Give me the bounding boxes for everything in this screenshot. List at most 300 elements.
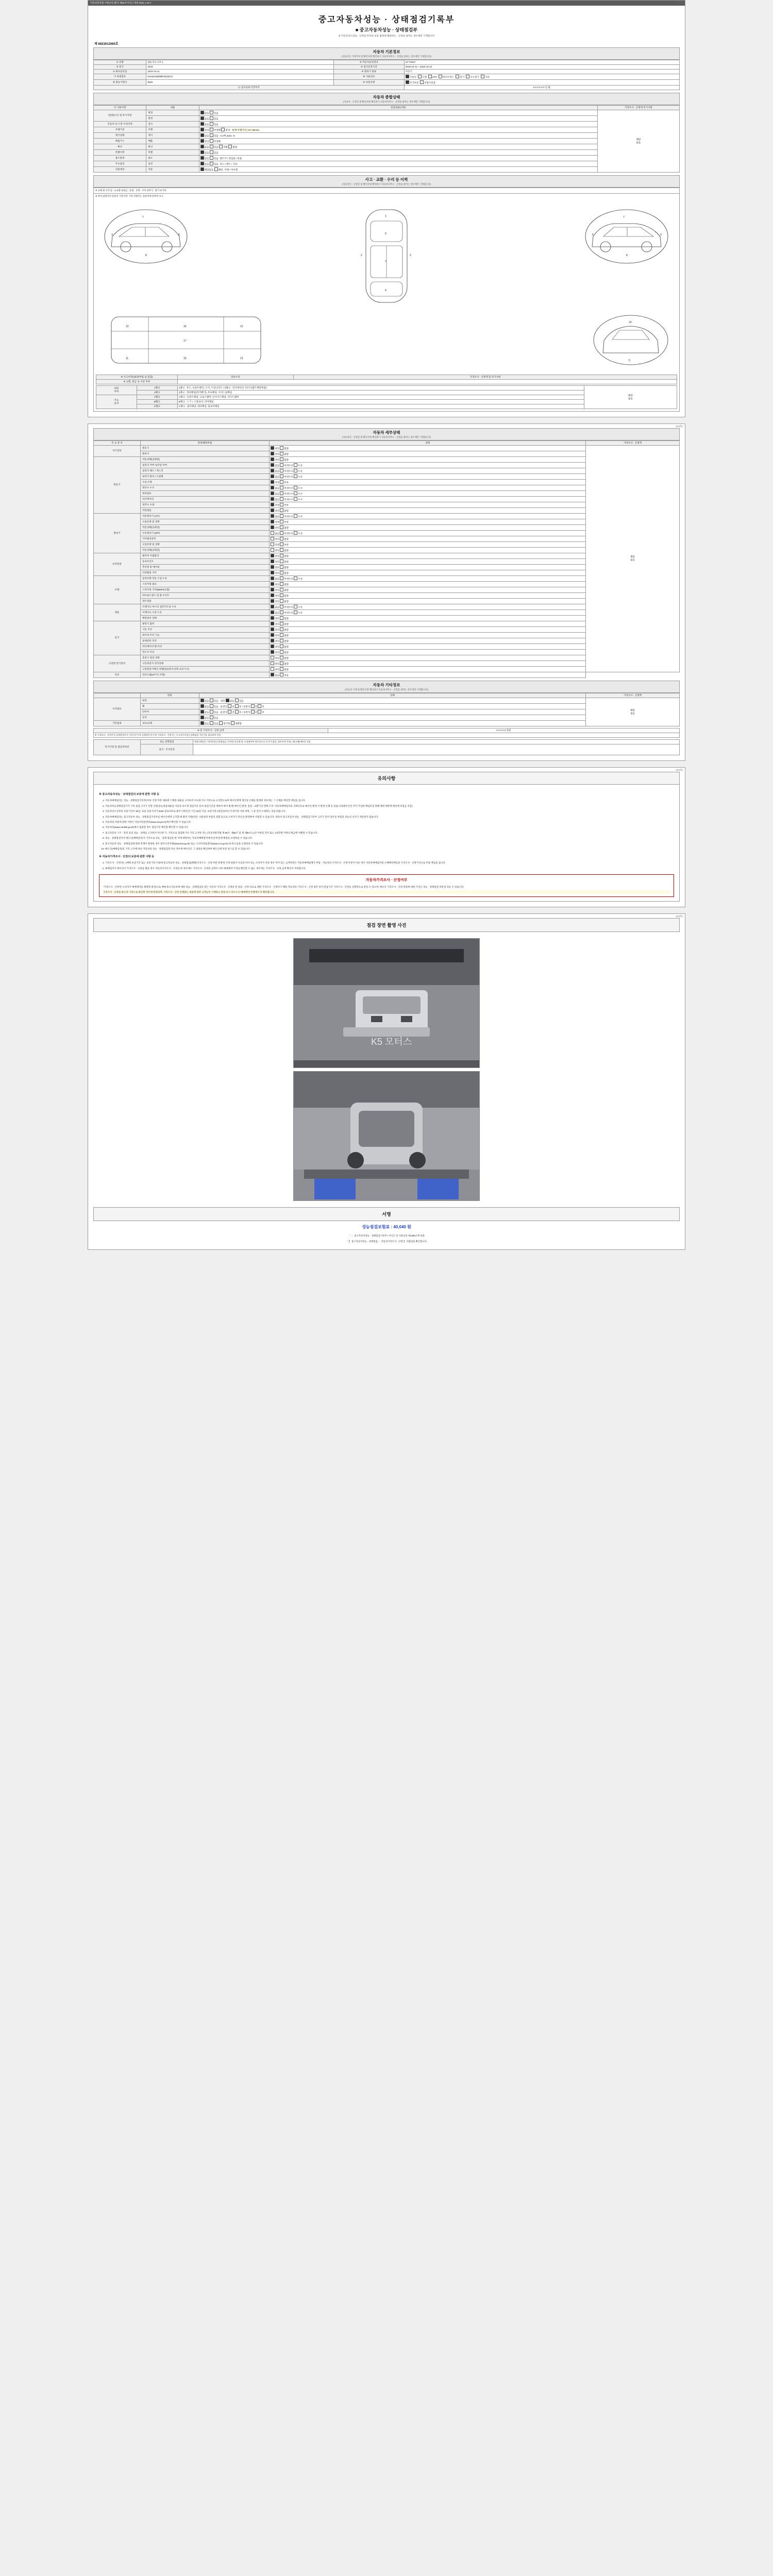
checkbox-icon[interactable] [210, 128, 213, 131]
checkbox-icon[interactable] [271, 656, 274, 659]
label-plate-no: ② 자동차등록번호 [334, 60, 404, 64]
photos-area [93, 932, 680, 1207]
checkbox-icon[interactable] [210, 704, 213, 708]
row-label-mileage: 주행거리 [94, 127, 146, 132]
checkbox-icon[interactable] [271, 474, 274, 478]
checkbox-icon[interactable] [228, 145, 232, 148]
fuel-options [406, 75, 678, 79]
checkbox-icon[interactable] [294, 605, 297, 608]
car-side-view-left [101, 205, 191, 272]
table-row [94, 739, 680, 744]
checkbox-icon[interactable] [271, 673, 274, 676]
table-head-row [94, 440, 680, 445]
checkbox-icon[interactable] [280, 605, 283, 608]
label-fuel: ⑧ 사용연료 [334, 74, 404, 79]
checkbox-icon[interactable] [271, 560, 274, 563]
item-label: 실내송풍 모터 [140, 638, 269, 643]
item-state: 양호 불량 [270, 626, 586, 632]
checkbox-icon[interactable] [271, 486, 274, 489]
section-detail-note: (자동차인 · 산정일 및 확인사항 확인하기 자동차사무소 · 산정을 참여는 경우에만 기재합니다) [342, 435, 431, 438]
item-state: 양호 불량 [270, 632, 586, 638]
item-label: 외장 [140, 698, 199, 703]
checkbox-icon[interactable] [271, 463, 274, 467]
price-note-etc: 해당 없음 [586, 698, 680, 726]
legend-col-3: 가격조사 · 산정액 및 특기사항 [294, 375, 677, 379]
car-top-view [348, 205, 425, 308]
accident-legend-table [96, 375, 677, 384]
checkbox-icon[interactable] [280, 469, 283, 472]
redbox-highlight: 가격조사 · 산정을 받고자 거짓으로 판단할 경우에 한정되며, 가격조사 · 산정 선택받는 내용에 따라 고객님이 구매하고 결정 표시 다르오니 매매계약 단계에서 꼭 확인합니다. [103, 890, 670, 894]
table-row [94, 161, 680, 166]
redbox-body: '가격조사 · 산정'란 소비자가 매매계약을 체결할 때 앞으로 매매 중고자동차에 대한 성능 · 상태점검을 받는 자동차 가격조사 · 산정을 한 점검 · 산정 자료로 대한 가격조사 · 산정자가 해당 자동차의 가격조사 · 산정 업무 일어 반납기간 가격조사 · 산정을 선택적으로 받을 수 있으며, 매수인 가격조사 · 산정 결과에 대한 가격은 성능 · 상태점검 부분과 다를 수 있습니다. [103, 885, 464, 888]
checkbox-icon[interactable] [280, 571, 283, 574]
checkbox-icon[interactable] [280, 577, 283, 580]
col-price: 가격조사 · 산정액 [586, 440, 680, 445]
table-row [94, 672, 680, 677]
section-accident-title: 사고 · 교환 · 수리 등 이력 [365, 177, 408, 182]
section-basic-band [93, 47, 680, 60]
section-basic-note: (자동차인 기재가처 점 확인사항 확인하기 자동차사무소 · 산정을 참여는 경우에만 기재합니다) [342, 55, 431, 58]
checkbox-icon[interactable] [280, 543, 283, 546]
row-label-special: 특별이력 [94, 149, 146, 155]
checkbox-icon[interactable] [200, 122, 204, 126]
checkbox-icon[interactable] [271, 588, 274, 591]
checkbox-icon[interactable] [280, 497, 283, 501]
checkbox-icon[interactable] [294, 514, 297, 518]
checkbox-icon[interactable] [280, 662, 283, 665]
table-row [94, 121, 680, 127]
checkbox-icon[interactable] [258, 710, 261, 714]
checkbox-icon[interactable] [271, 543, 274, 546]
rank-label-2: 2랭크 [137, 390, 177, 395]
inspection-photo-underbody [293, 1071, 480, 1201]
fuel-opt-label: LPG [432, 76, 438, 79]
item-label: 냉각수 수량 [140, 502, 269, 507]
group-brake: 제동 [94, 604, 141, 621]
checkbox-icon[interactable] [200, 150, 204, 154]
checkbox-icon[interactable] [271, 605, 274, 608]
notice-heading-1: ※ 중고자동차성능 · 상태점검의 보증에 관한 사항 등 [99, 792, 160, 796]
checkbox-icon[interactable] [271, 611, 274, 614]
value-inspection-period: 2019-10-11 ~ 2020-10-10 [404, 64, 679, 69]
checkbox-icon[interactable] [271, 526, 274, 529]
checkbox-icon[interactable] [280, 463, 283, 467]
row-value: 없음 있음 0.1배 2pos. % [199, 132, 597, 138]
checkbox-icon[interactable] [466, 75, 469, 78]
checkbox-icon[interactable] [280, 650, 283, 654]
item-state: 양호 불량 [270, 451, 586, 456]
price-note-accident: 해당 없음 [584, 385, 677, 409]
item-label: 시동 모터 [140, 626, 269, 632]
inspection-photo-front [293, 938, 480, 1068]
checkbox-icon[interactable] [210, 699, 213, 702]
section-detail-title: 자동차 세부상태 [373, 430, 400, 435]
checkbox-icon[interactable] [280, 616, 283, 620]
checkbox-icon[interactable] [280, 446, 283, 450]
checkbox-icon[interactable] [200, 139, 204, 143]
list-item: 4. 자동차매매업자는 중고자동차 성능 · 상태점검기록부를 매수인에게 고지할 때 화면 지원(다만, 사용설비 부품의 결함 등으로 소비자가 파손을 발생하여 사용할 수 있습니다. 따라서 중고자동차 성능 · 상태점검기록부 고지가 있어 경우를 부품의 성능의 신사가 제공하지 않습니다. [105, 815, 674, 819]
checkbox-icon[interactable] [271, 469, 274, 472]
checkbox-icon[interactable] [271, 497, 274, 501]
svg-text:2: 2 [410, 253, 411, 257]
checkbox-icon[interactable] [280, 520, 283, 523]
checkbox-icon[interactable] [481, 75, 484, 78]
fuel-opt-label: 전기 [460, 75, 465, 78]
table-row [94, 74, 680, 79]
section-detail-band [93, 428, 680, 440]
svg-text:11: 11 [126, 357, 129, 360]
checkbox-icon[interactable] [280, 594, 283, 597]
col-state: 상태 [270, 440, 586, 445]
checkbox-icon[interactable] [228, 710, 231, 714]
legend-label-parts: ※ 교환, 판금 등 이상 부위 [96, 379, 178, 384]
photo-underbody-graphic [294, 1072, 479, 1200]
svg-text:1: 1 [385, 214, 386, 218]
checkbox-icon[interactable] [271, 537, 274, 540]
checkbox-icon[interactable] [271, 650, 274, 654]
etc-info-table [93, 693, 680, 726]
checkbox-icon[interactable] [210, 716, 213, 719]
checkbox-icon[interactable] [280, 514, 283, 518]
checkbox-icon[interactable] [280, 531, 283, 535]
checkbox-icon[interactable] [280, 633, 283, 637]
item-state: 양호 불량 [270, 445, 586, 451]
mileage-value: 현재 주행거리 | 57,799 km [232, 128, 260, 131]
checkbox-icon[interactable] [200, 704, 204, 708]
checkbox-icon[interactable] [294, 463, 297, 467]
item-state: 적정 부족 [270, 479, 586, 485]
item-label: 보유/교체 [140, 720, 199, 726]
checkbox-icon[interactable] [231, 721, 234, 725]
checkbox-icon[interactable] [271, 577, 274, 580]
page-title: 중고자동차성능 · 상태점검기록부 [318, 15, 455, 24]
checkbox-icon[interactable] [200, 156, 204, 160]
label-warranty-period: ⑪ 검사유효기간까지 [94, 85, 405, 90]
checkbox-icon[interactable] [226, 699, 229, 702]
item-label: 구동축전지 격리상태 [140, 660, 269, 666]
col-etc-state: 상태 [199, 693, 585, 698]
checkbox-icon[interactable] [210, 116, 213, 120]
item-label: 동력조향 작동 오일 누유 [140, 575, 269, 581]
checkbox-icon[interactable] [210, 710, 213, 714]
checkbox-icon[interactable] [271, 628, 274, 631]
checkbox-icon[interactable] [294, 486, 297, 489]
row-sub-label: 배출 [146, 138, 199, 144]
checkbox-icon[interactable] [200, 128, 204, 131]
checkbox-icon[interactable] [219, 145, 223, 148]
item-label: 브레이크 마스터 실린더오일 누유 [140, 604, 269, 609]
remarks-label: 특기사항 및 점검자의견 [94, 739, 141, 755]
svg-text:10: 10 [126, 325, 129, 328]
checkbox-icon[interactable] [271, 492, 274, 495]
notice-body [93, 785, 680, 902]
row-sub-label: 변경 [146, 110, 199, 115]
svg-text:4: 4 [385, 289, 386, 292]
checkbox-icon[interactable] [200, 145, 204, 148]
item-label: 원동기 [140, 445, 269, 451]
checkbox-icon[interactable] [210, 111, 213, 114]
list-item: 5. 자동차의 리콜에 관한 사항은 자동차리콜센터(www.car.go.kr)에서 확인할 수 있습니다. [105, 820, 674, 824]
checkbox-icon[interactable] [271, 480, 274, 484]
checkbox-icon[interactable] [280, 588, 283, 591]
row-sub-label: 변경 [146, 115, 199, 121]
checkbox-icon[interactable] [294, 469, 297, 472]
group-engine: 원동기 [94, 456, 141, 513]
checkbox-icon[interactable] [271, 509, 274, 512]
photos-title: 점검 장면 촬영 사진 [93, 918, 680, 932]
checkbox-icon[interactable] [271, 531, 274, 535]
checkbox-icon[interactable] [210, 145, 213, 148]
checkbox-icon[interactable] [271, 514, 274, 518]
item-label: 브레이크 오일 누유 [140, 609, 269, 615]
item-label: 실린더 커버 로커암 커버 [140, 462, 269, 468]
checkbox-icon[interactable] [271, 457, 274, 461]
checkbox-icon[interactable] [210, 150, 213, 154]
group-basic-item: 기본품목 [94, 720, 141, 726]
checkbox-icon[interactable] [280, 645, 283, 648]
checkbox-icon[interactable] [235, 704, 239, 708]
checkbox-icon[interactable] [271, 446, 274, 450]
warranty-opt-label: 자기보증 [409, 81, 419, 84]
item-label: 워터펌프 [140, 490, 269, 496]
checkbox-icon[interactable] [280, 673, 283, 676]
page-subtitle: ■ 중고자동차성능 · 상태점검부 [355, 27, 418, 32]
item-label: 클러치 어셈블리 [140, 553, 269, 558]
list-item: 3. 자동차인도일부터 보증기간이 30일, 보증 보증거리가 2000 킬로미터로 클어 더한인간 기간 30일 이상, 보증거리 2천킬로미터 이상이라 이하 하며, 그 중 먼저 도래하는 것을 따릅니다. [105, 809, 674, 813]
checkbox-icon[interactable] [210, 721, 213, 725]
checkbox-icon[interactable] [280, 599, 283, 603]
checkbox-icon[interactable] [271, 554, 274, 557]
checkbox-icon[interactable] [271, 633, 274, 637]
checkbox-icon[interactable] [280, 486, 283, 489]
checkbox-icon[interactable] [235, 710, 239, 714]
svg-text:5: 5 [629, 359, 630, 362]
item-label: 수동변속기 (M/T) [140, 530, 269, 536]
col-usage-history: ⑫ 사용이력 [94, 105, 146, 110]
col-item: 항목/해당부품 [140, 440, 269, 445]
svg-text:17: 17 [183, 339, 187, 343]
item-label: 오일유량 및 상태 [140, 519, 269, 524]
fuel-opt-label: 하이브리드 [443, 75, 455, 78]
checkbox-icon[interactable] [280, 565, 283, 569]
item-label: 배력장치 상태 [140, 615, 269, 621]
total-price-table [93, 728, 680, 738]
fuel-opt-label: 디젤 [422, 75, 427, 78]
fuel-opt [428, 75, 437, 78]
checkbox-icon[interactable] [280, 452, 283, 455]
checkbox-icon[interactable] [280, 509, 283, 512]
item-label: 등속조인트 [140, 558, 269, 564]
checkbox-icon[interactable] [271, 452, 274, 455]
checkbox-icon[interactable] [210, 139, 213, 143]
checkbox-icon[interactable] [406, 75, 409, 78]
checkbox-icon[interactable] [280, 548, 283, 552]
checkbox-icon[interactable] [271, 571, 274, 574]
footer-line-1: 「 」 중고자동차성능 · 상태점검기록부 / 서식은 본 서류공의 제1300조에 의한 [348, 1234, 425, 1238]
checkbox-icon[interactable] [280, 639, 283, 642]
item-label: 스티어링 기어(MDPS포함) [140, 587, 269, 592]
item-state: 양호 불량 [270, 524, 586, 530]
checkbox-icon[interactable] [251, 710, 255, 714]
rank-value-b: B랭크 : トランク플로어, 리어패널 [177, 399, 584, 404]
table-row [94, 132, 680, 138]
list-item: 10. 매도인(매매업자)의 거짓 고지에 따른 자동차의 성능 · 상태점검과 다른 경우에 매수인은 그 내용을 확인하여 매도인에 보증 청구를 할 수 있습니다. [105, 847, 674, 851]
item-state: 양호 불량 [270, 564, 586, 570]
checkbox-icon[interactable] [456, 75, 459, 78]
checkbox-icon[interactable] [280, 667, 283, 671]
col-content: 내용 [146, 105, 199, 110]
notice-title: 유의사항 [93, 772, 680, 785]
checkbox-icon[interactable] [280, 582, 283, 586]
checkbox-icon[interactable] [280, 503, 283, 506]
checkbox-icon[interactable] [200, 111, 204, 114]
checkbox-icon[interactable] [235, 699, 239, 702]
checkbox-icon[interactable] [294, 531, 297, 535]
item-state: 없음 미세누유 누유 [270, 473, 586, 479]
checkbox-icon[interactable] [280, 474, 283, 478]
item-label: 냉각수 누수 [140, 485, 269, 490]
item-label: 휠 [140, 703, 199, 709]
table-row [96, 379, 677, 384]
checkbox-icon[interactable] [271, 520, 274, 523]
group-exterior: 수리필요 [94, 698, 141, 720]
checkbox-icon[interactable] [418, 75, 422, 78]
checkbox-icon[interactable] [200, 133, 204, 137]
checkbox-icon[interactable] [214, 167, 218, 171]
checkbox-icon[interactable] [271, 667, 274, 671]
item-state: 양호 불량 [270, 581, 586, 587]
row-value: 없음 있음 리스 / 렌트 / 기타 [199, 161, 597, 166]
checkbox-icon[interactable] [200, 699, 204, 702]
table-row [94, 69, 680, 74]
checkbox-icon[interactable] [294, 492, 297, 495]
checkbox-icon[interactable] [258, 704, 261, 708]
checkbox-icon[interactable] [294, 474, 297, 478]
checkbox-icon[interactable] [280, 526, 283, 529]
page-number-2: (2/4쪽) [676, 425, 683, 428]
checkbox-icon[interactable] [221, 128, 225, 131]
checkbox-icon[interactable] [280, 622, 283, 625]
checkbox-icon[interactable] [280, 611, 283, 614]
rank-label-c: C랭크 [137, 404, 177, 409]
checkbox-icon[interactable] [271, 503, 274, 506]
checkbox-icon[interactable] [406, 80, 409, 84]
item-state: 적정 부족 [270, 541, 586, 547]
checkbox-icon[interactable] [294, 577, 297, 580]
rank-value-1: 1랭크 : 후드, 프론트펜더, 도어, 트렁크리드 / 2랭크 : 라디에이터 서포트(볼트체결부품) [177, 385, 584, 390]
basic-info-table [93, 60, 680, 90]
item-label: 변속기 [140, 451, 269, 456]
notice-list-2 [105, 861, 674, 870]
fuel-opt [406, 75, 416, 79]
checkbox-icon[interactable] [280, 560, 283, 563]
section-etc-band [93, 681, 680, 693]
checkbox-icon[interactable] [228, 704, 231, 708]
remarks-value-2 [193, 744, 680, 755]
item-label: 타이로드엔드 및 볼 조인트 [140, 592, 269, 598]
value-engine-type: MSR [146, 79, 334, 85]
checkbox-icon[interactable] [210, 156, 213, 160]
item-state: 양호 불량 [270, 660, 586, 666]
group-electric: 전기 [94, 621, 141, 655]
item-label: 실린더 헤드 / 개스킷 [140, 468, 269, 473]
table-row [96, 375, 677, 379]
checkbox-icon[interactable] [294, 497, 297, 501]
fuel-opt [481, 75, 490, 79]
checkbox-icon[interactable] [200, 710, 204, 714]
checkbox-icon[interactable] [271, 582, 274, 586]
checkbox-icon[interactable] [271, 616, 274, 620]
rank-label-1: 1랭크 [137, 385, 177, 390]
value-vin: KNAEC5DM9F0223374 [146, 74, 334, 79]
label-inspection-period: ④ 검사유효기간 [334, 64, 404, 69]
legend-value-parts [177, 379, 677, 384]
row-value: 정상 부정확 변경 현재 주행거리 | 57,799 km [199, 127, 597, 132]
checkbox-icon[interactable] [280, 492, 283, 495]
checkbox-icon[interactable] [280, 457, 283, 461]
checkbox-icon[interactable] [271, 662, 274, 665]
checkbox-icon[interactable] [200, 162, 204, 165]
checkbox-icon[interactable] [219, 721, 223, 725]
label-car-name: ① 차명 [94, 60, 146, 64]
checkbox-icon[interactable] [271, 639, 274, 642]
remarks-sub-label-2: 검사 · 조사의견 [140, 744, 193, 755]
price-note-detail: 해당 없음 [586, 445, 680, 672]
checkbox-icon[interactable] [428, 75, 432, 78]
checkbox-icon[interactable] [271, 645, 274, 648]
item-state: 양호 불량 [270, 547, 586, 553]
checkbox-icon[interactable] [210, 133, 213, 137]
checkbox-icon[interactable] [251, 704, 255, 708]
checkbox-icon[interactable] [439, 75, 442, 78]
checkbox-icon[interactable] [420, 80, 424, 84]
label-year: ③ 연식 [94, 64, 146, 69]
checkbox-icon[interactable] [210, 162, 213, 165]
checkbox-icon[interactable] [200, 167, 204, 171]
rank-label-outer: 외판 부위 [96, 385, 137, 395]
item-state: 없음 미세누유 누유 [270, 575, 586, 581]
checkbox-icon[interactable] [280, 554, 283, 557]
row-label-meter: 계기상태 [94, 132, 146, 138]
col-main-device: 주 요 장 치 [94, 440, 141, 445]
checkbox-icon[interactable] [294, 611, 297, 614]
accident-rank-table [96, 385, 677, 409]
fuel-opt-label: 기타 [484, 75, 490, 78]
checkbox-icon[interactable] [280, 537, 283, 540]
checkbox-icon[interactable] [200, 116, 204, 120]
checkbox-icon[interactable] [200, 716, 204, 719]
item-state: 없음 미세누유 누유 [270, 468, 586, 473]
checkbox-icon[interactable] [271, 622, 274, 625]
document-number: 제 6923012060호 [94, 42, 119, 46]
checkbox-icon[interactable] [200, 721, 204, 725]
checkbox-icon[interactable] [271, 599, 274, 603]
table-head-row [94, 693, 680, 698]
photo-front-graphic [294, 939, 479, 1067]
checkbox-icon[interactable] [271, 594, 274, 597]
rank-value-a: A랭크 : 프론트패널, 크로스멤버, 인사이드패널, 사이드멤버 [177, 395, 584, 399]
section-accident-note: (자동차인 · 산정일 및 확인사항 확인하기 자동차사무소 · 산정을 참여는 경우에만 기재합니다) [342, 182, 431, 185]
section-accident-band [93, 175, 680, 188]
checkbox-icon[interactable] [271, 548, 274, 552]
checkbox-icon[interactable] [280, 628, 283, 631]
checkbox-icon[interactable] [280, 480, 283, 484]
checkbox-icon[interactable] [280, 656, 283, 659]
total-price-value: 0 0 0 0 0 천원 [328, 728, 679, 733]
section-overall-title: 자동차 종합상태 [373, 94, 400, 99]
checkbox-icon[interactable] [210, 122, 213, 126]
checkbox-icon[interactable] [271, 565, 274, 569]
